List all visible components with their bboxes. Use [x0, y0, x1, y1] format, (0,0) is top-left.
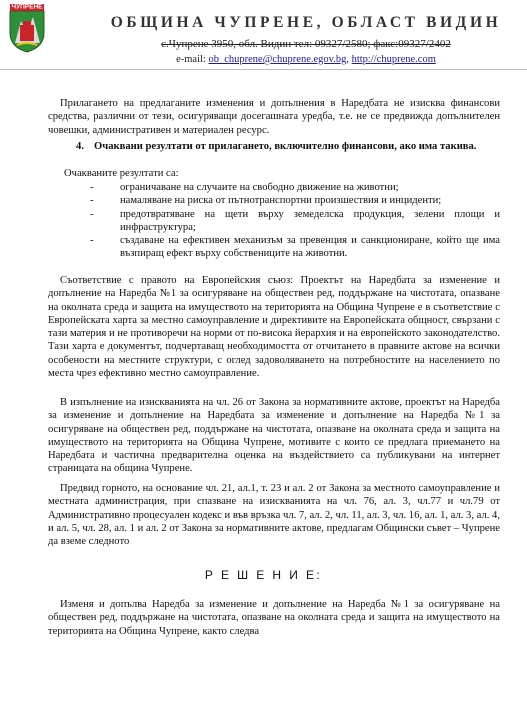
contact-address: с.Чупрене 3950, обл. Видин тел: 09327/2580; факс:09327/2402 — [161, 38, 451, 50]
paragraph-art26: В изпълнение на изискванията на чл. 26 от Закона за нормативните актове, проектът на Наредба за изменение и допълнение на Наредбата за изменение и допълнение на Наредба №1 за осигуряване на обществен ред, поддържане на чистотата, опазване на околната среда и защита на имуществото на територията на Община Чупрене, мотивите с които се предлага приемането на Наредбата и частична предварителна оценка на въздействието са публикувани на интернет страницата на община Чупрене. — [48, 397, 500, 475]
paragraph-eu-compliance: Съответствие с правото на Европейския съюз: Проектът на Наредбата за изменение и допълнение на Наредба №1 за осигуряване на обществен ред, поддържане на чистотата, опазване на околната среда и защита на имуществото на територията на Община Чупрене е в съответствие с Европейската харта за местно самоуправление и директивите на Европейската общност, свързани с тази материя и не противоречи на норми от по-висока йерархия и на европейското законодателство. Тази харта е документът, подчертаващ необходимостта от отчитането в правните актове на всички особености на местните структури, с оглед задоволяването на потребностите на населението по места чрез ефективно местно самоуправление. — [48, 275, 500, 380]
results-lead: Очакваните резултати са: — [64, 168, 179, 179]
website-link[interactable]: http://chuprene.com — [351, 54, 436, 65]
section-4-heading — [48, 140, 500, 153]
coat-of-arms-icon — [7, 3, 47, 53]
email-link[interactable]: ob_chuprene@chuprene.egov.bg — [208, 54, 347, 65]
paragraph-financing: Прилагането на предлаганите изменения и допълнения в Наредбата не изисква финансови средства, различни от тези, осигуряващи досегашната уредба, т.е. не се предвижда допълнителен човешки, административен и материален ресурс. — [48, 98, 500, 136]
email-prefix: e-mail: — [176, 54, 206, 65]
section-4-number: 4. — [76, 141, 84, 152]
paragraph-proposal: Предвид горното, на основание чл. 21, ал.1, т. 23 и ал. 2 от Закона за местното самоуправление и местната администрация, при спазване на изискванията на чл. 76, ал. 3, чл.77 и чл.79 от Административно процесуален кодекс и във връзка чл. 7, ал. 2, чл. 11, ал. 3, чл. 16, ал. 1, ал. 3, ал. 4, и ал. 5, чл. 28, ал. 1 и ал. 2 от Закона за нормативните актове, предлагам Общински съвет – Чупрене да вземе следното — [48, 483, 500, 548]
list-item: - намаляване на риска от пътнотранспортни произшествия и инциденти; — [90, 194, 500, 207]
svg-text:ЧУПРЕНЕ: ЧУПРЕНЕ — [11, 3, 43, 10]
contact-email-line — [96, 54, 516, 65]
header-divider — [0, 69, 527, 70]
results-list — [90, 181, 500, 261]
list-item: - създаване на ефективен механизъм за превенция и санкциониране, който ще има възпиращ ефект върху собствениците на животни. — [90, 234, 500, 261]
list-item: - предотвратяване на щети върху земеделска продукция, зелени площи и инфраструктура; — [90, 208, 500, 235]
section-4-title: Очаквани резултати от прилагането, включително финансови, ако има такива. — [94, 141, 477, 152]
decision-heading: Р Е Ш Е Н И Е: — [204, 568, 323, 582]
municipality-title: ОБЩИНА ЧУПРЕНЕ, ОБЛАСТ ВИДИН — [110, 14, 502, 31]
contact-separator: , — [346, 54, 349, 65]
list-item: - ограничаване на случаите на свободно движение на животни; — [90, 181, 500, 194]
crest-label — [5, 2, 49, 10]
paragraph-decision: Изменя и допълва Наредба за изменение и допълнение на Наредба №1 за осигуряване на обществен ред, поддържане на чистотата, опазване на околната среда и защита на имуществото на територията на Община Чупрене, както следва — [48, 599, 500, 637]
